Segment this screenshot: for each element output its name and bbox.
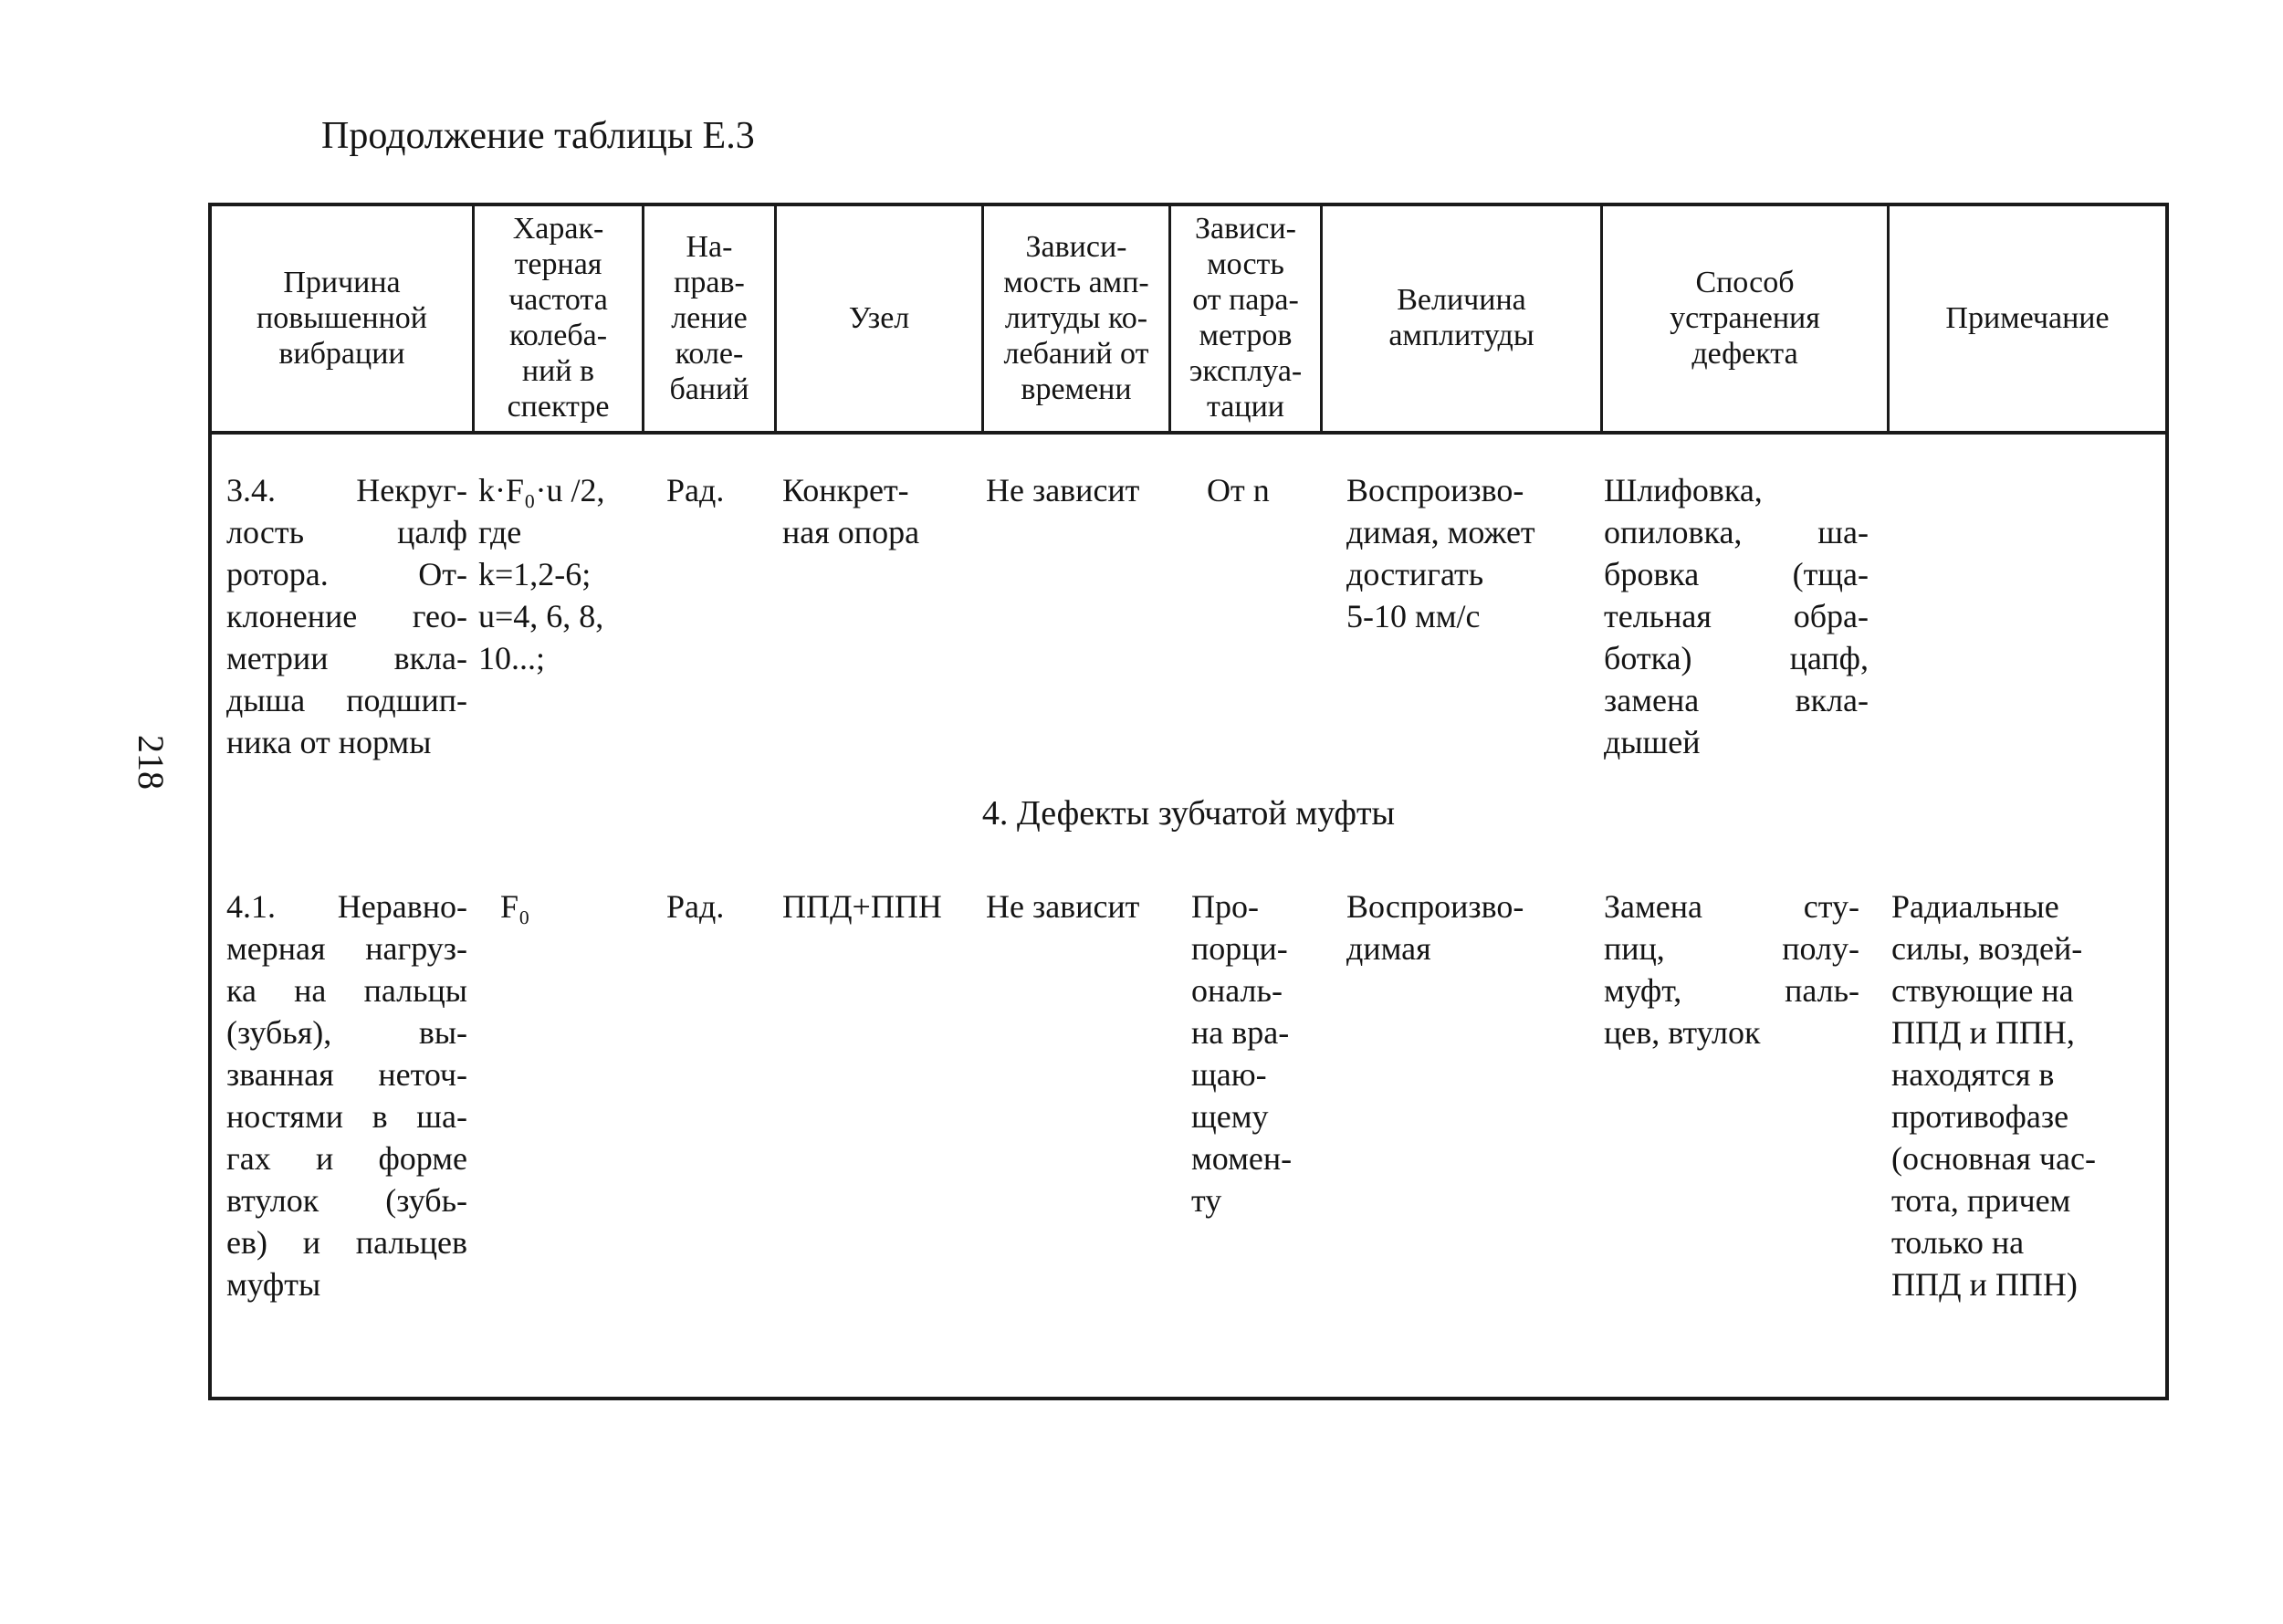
row1-time-dependence: Не зависит xyxy=(986,472,1140,508)
header-direction: На- прав- ление коле- баний xyxy=(669,229,749,406)
row1-remedy: Шлифовка, опиловка, ша- бровка (тща- тельная обра- ботка) цапф, замена вкла- дышей xyxy=(1604,472,1869,760)
header-frequency: Харак- терная частота колеба- ний в спектре xyxy=(507,212,610,424)
row2-direction: Рад. xyxy=(666,888,725,925)
row2-amplitude: Воспроизво- димая xyxy=(1346,888,1524,967)
row2-parameter-dependence: Про- порци- ональ- на вра- щаю- щему момен- ту xyxy=(1191,888,1293,1219)
header-note: Примечание xyxy=(1945,300,2110,335)
row1-cause: 3.4. Некруг- лость цалф ротора. От- клонение гео- метрии вкла- дыша подшип- ника от нормы xyxy=(226,472,467,760)
row1-frequency: k·F₀·u /2, где k=1,2-6; u=4, 6, 8, 10...; xyxy=(478,472,605,676)
row1-amplitude: Воспроизво- димая, может достигать 5-10 мм/с xyxy=(1346,472,1535,634)
row1-direction: Рад. xyxy=(666,472,725,508)
row1-parameter-dependence: От n xyxy=(1207,472,1270,508)
row2-frequency: F₀ xyxy=(500,888,530,925)
header-remedy: Способ устранения дефекта xyxy=(1670,265,1820,371)
header-time-dependence: Зависи- мость амп- литуды ко- лебаний от времени xyxy=(1003,229,1149,406)
row1-node: Конкрет- ная опора xyxy=(782,472,920,550)
row2-remedy: Замена сту- пиц, полу- муфт, паль- цев, втулок xyxy=(1604,888,1859,1051)
header-amplitude: Величина амплитуды xyxy=(1388,283,1534,352)
row2-note: Радиальные силы, воздей- ствующие на ППД и ППН, находятся в противофазе (основная час- тота, причем только на ППД и ППН) xyxy=(1891,888,2096,1303)
header-cause: Причина повышенной вибрации xyxy=(257,265,427,371)
row2-cause: 4.1. Неравно- мерная нагруз- ка на пальцы (зубья), вы- званная неточ- ностями в ша- гах и форме втулок (зубь- ев) и пальцев муфты xyxy=(226,888,467,1303)
section-title: 4. Дефекты зубчатой муфты xyxy=(981,794,1396,833)
header-node: Узел xyxy=(848,300,910,335)
row2-time-dependence: Не зависит xyxy=(986,888,1140,925)
table-caption: Продолжение таблицы Е.3 xyxy=(321,115,755,157)
row2-node: ППД+ППН xyxy=(782,888,942,925)
page-number: 218 xyxy=(131,735,172,790)
header-parameter-dependence: Зависи- мость от пара- метров эксплуа- тации xyxy=(1189,212,1303,424)
